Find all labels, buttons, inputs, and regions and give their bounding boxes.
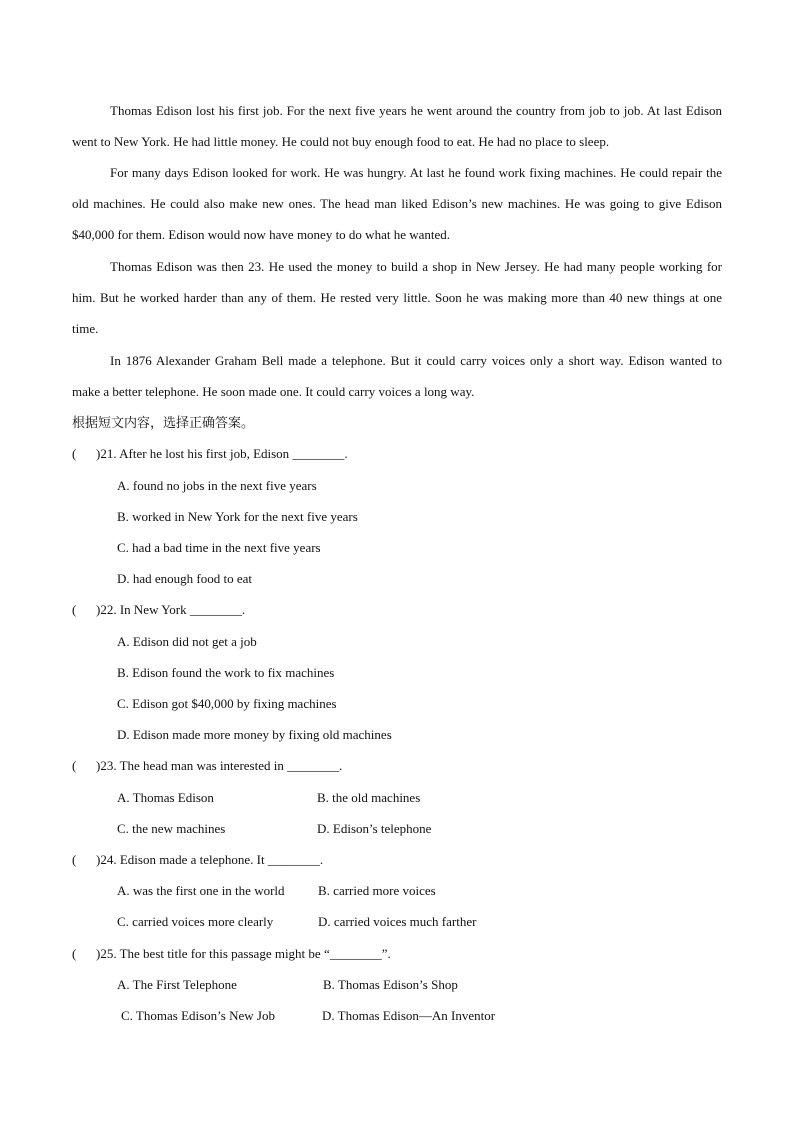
question-stem: )25. The best title for this passage might be “________”. bbox=[96, 946, 391, 961]
option-25-a: A. The First Telephone bbox=[117, 977, 237, 992]
option-24-d: D. carried voices much farther bbox=[318, 914, 477, 929]
passage-paragraph-3: Thomas Edison was then 23. He used the money to build a shop in New Jersey. He had many people working for him. But he worked harder than any of them. He rested very little. Soon he was making more than 40 new things at one time. bbox=[72, 259, 722, 336]
option-22-a: A. Edison did not get a job bbox=[117, 634, 257, 649]
option-22-b: B. Edison found the work to fix machines bbox=[117, 665, 335, 680]
option-25-c: C. Thomas Edison’s New Job bbox=[121, 1008, 275, 1023]
option-25-b: B. Thomas Edison’s Shop bbox=[323, 977, 458, 992]
question-22 bbox=[72, 594, 245, 625]
answer-paren: ( bbox=[72, 946, 77, 961]
option-23-c: C. the new machines bbox=[117, 821, 226, 836]
question-23 bbox=[72, 750, 342, 781]
answer-paren: ( bbox=[72, 602, 77, 617]
answer-paren: ( bbox=[72, 758, 77, 773]
option-23-d: D. Edison’s telephone bbox=[317, 821, 432, 836]
option-21-c: C. had a bad time in the next five years bbox=[117, 540, 321, 555]
answer-paren: ( bbox=[72, 852, 77, 867]
answer-paren: ( bbox=[72, 446, 77, 461]
option-24-c: C. carried voices more clearly bbox=[117, 914, 274, 929]
option-21-d: D. had enough food to eat bbox=[117, 571, 253, 586]
option-23-a: A. Thomas Edison bbox=[117, 790, 214, 805]
question-stem: )23. The head man was interested in ________. bbox=[96, 758, 343, 773]
option-25-d: D. Thomas Edison—An Inventor bbox=[322, 1008, 496, 1023]
option-21-b: B. worked in New York for the next five years bbox=[117, 509, 358, 524]
question-24 bbox=[72, 844, 323, 875]
passage-paragraph-4: In 1876 Alexander Graham Bell made a telephone. But it could carry voices only a short way. Edison wanted to make a better telephone. He soon made one. It could carry voices a long way. bbox=[72, 353, 722, 399]
option-23-b: B. the old machines bbox=[317, 790, 421, 805]
option-24-a: A. was the first one in the world bbox=[117, 883, 285, 898]
option-21-a: A. found no jobs in the next five years bbox=[117, 478, 317, 493]
passage-paragraph-1: Thomas Edison lost his first job. For the next five years he went around the country from job to job. At last Edison went to New York. He had little money. He could not buy enough food to eat. He had no place to sleep. bbox=[72, 103, 722, 149]
option-22-d: D. Edison made more money by fixing old machines bbox=[117, 727, 392, 742]
question-25 bbox=[72, 938, 391, 969]
question-stem: )21. After he lost his first job, Edison ________. bbox=[96, 446, 348, 461]
option-24-b: B. carried more voices bbox=[318, 883, 436, 898]
question-stem: )24. Edison made a telephone. It ________. bbox=[96, 852, 324, 867]
passage-paragraph-2: For many days Edison looked for work. He was hungry. At last he found work fixing machines. He could repair the old machines. He could also make new ones. The head man liked Edison’s new machines. He was going to give Edison $40,000 for them. Edison would now have money to do what he wanted. bbox=[72, 165, 722, 242]
question-stem: )22. In New York ________. bbox=[96, 602, 246, 617]
question-21 bbox=[72, 438, 348, 469]
option-22-c: C. Edison got $40,000 by fixing machines bbox=[117, 696, 337, 711]
instruction-text: 根据短文内容，选择正确答案。 bbox=[72, 416, 255, 431]
